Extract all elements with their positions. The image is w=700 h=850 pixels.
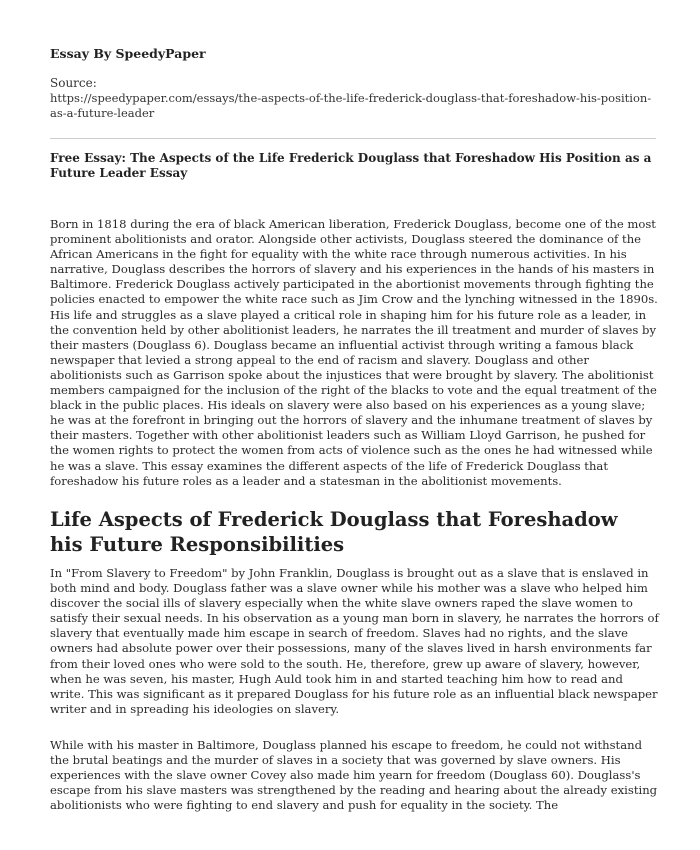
body-paragraph-1: In "From Slavery to Freedom" by John Franklin, Douglass is brought out as a slave that is enslaved in both mind and body. Douglass father was a slave owner while his mother was a slave who helped him discover the social ills of slavery especially when the white slave owners raped the slave women to satisfy their sexual needs. In his observation as a young man born in slavery, he narrates the horrors of slavery that eventually made him escape in search of freedom. Slaves had no rights, and the slave owners had absolute power over their possessions, many of the slaves lived in harsh environments far from their loved ones who were sold to the south. He, therefore, grew up aware of slavery, however, when he was seven, his master, Hugh Auld took him in and started teaching him how to read and write. This was significant as it prepared Douglass for his future role as an influential black newspaper writer and in spreading his ideologies on slavery. (50, 566, 659, 716)
intro-paragraph: Born in 1818 during the era of black American liberation, Frederick Douglass, become one of the most prominent abolitionists and orator. Alongside other activists, Douglass steered the dominance of the African Americans in the fight for equality with the white race through numerous activities. In his narrative, Douglass describes the horrors of slavery and his experiences in the hands of his masters in Baltimore. Frederick Douglass actively participated in the abortionist movements through fighting the policies enacted to empower the white race such as Jim Crow and the lynching witnessed in the 1890s. His life and struggles as a slave played a critical role in shaping him for his future role as a leader, in the convention held by other abolitionist leaders, he narrates the ill treatment and murder of slaves by their masters (Douglass 6). Douglass became an influential activist through writing a famous black newspaper that levied a strong appeal to the end of racism and slavery. Douglass and other abolitionists such as Garrison spoke about the injustices that were brought by slavery. The abolitionist members campaigned for the inclusion of the right of the blacks to vote and the equal treatment of the black in the public places. His ideals on slavery were also based on his experiences as a young slave; he was at the forefront in bringing out the horrors of slavery and the inhumane treatment of slaves by their masters. Together with other abolitionist leaders such as William Lloyd Garrison, he pushed for the women rights to protect the women from acts of violence such as the ones he had witnessed while he was a slave. This essay examines the different aspects of the life of Frederick Douglass that foreshadow his future roles as a leader and a statesman in the abolitionist movements. (50, 217, 658, 488)
divider (50, 138, 656, 139)
body-paragraph-2: While with his master in Baltimore, Douglass planned his escape to freedom, he could not withstand the brutal beatings and the murder of slaves in a society that was governed by slave owners. His experiences with the slave owner Covey also made him yearn for freedom (Douglass 60). Douglass's escape from his slave masters was strengthened by the reading and hearing about the already existing abolitionists who were fighting to end slavery and push for equality in the society. The (50, 738, 658, 813)
section-heading: Life Aspects of Frederick Douglass that Foreshadow his Future Responsibilities (50, 508, 618, 556)
brand-title: Essay By SpeedyPaper (50, 46, 206, 61)
source-url[interactable]: https://speedypaper.com/essays/the-aspects-of-the-life-frederick-douglass-that-foreshadow-his-position-as-a-future-leader (50, 91, 652, 120)
source-label: Source: (50, 76, 97, 90)
essay-title: Free Essay: The Aspects of the Life Frederick Douglass that Foreshadow His Position as a Future Leader Essay (50, 151, 652, 180)
